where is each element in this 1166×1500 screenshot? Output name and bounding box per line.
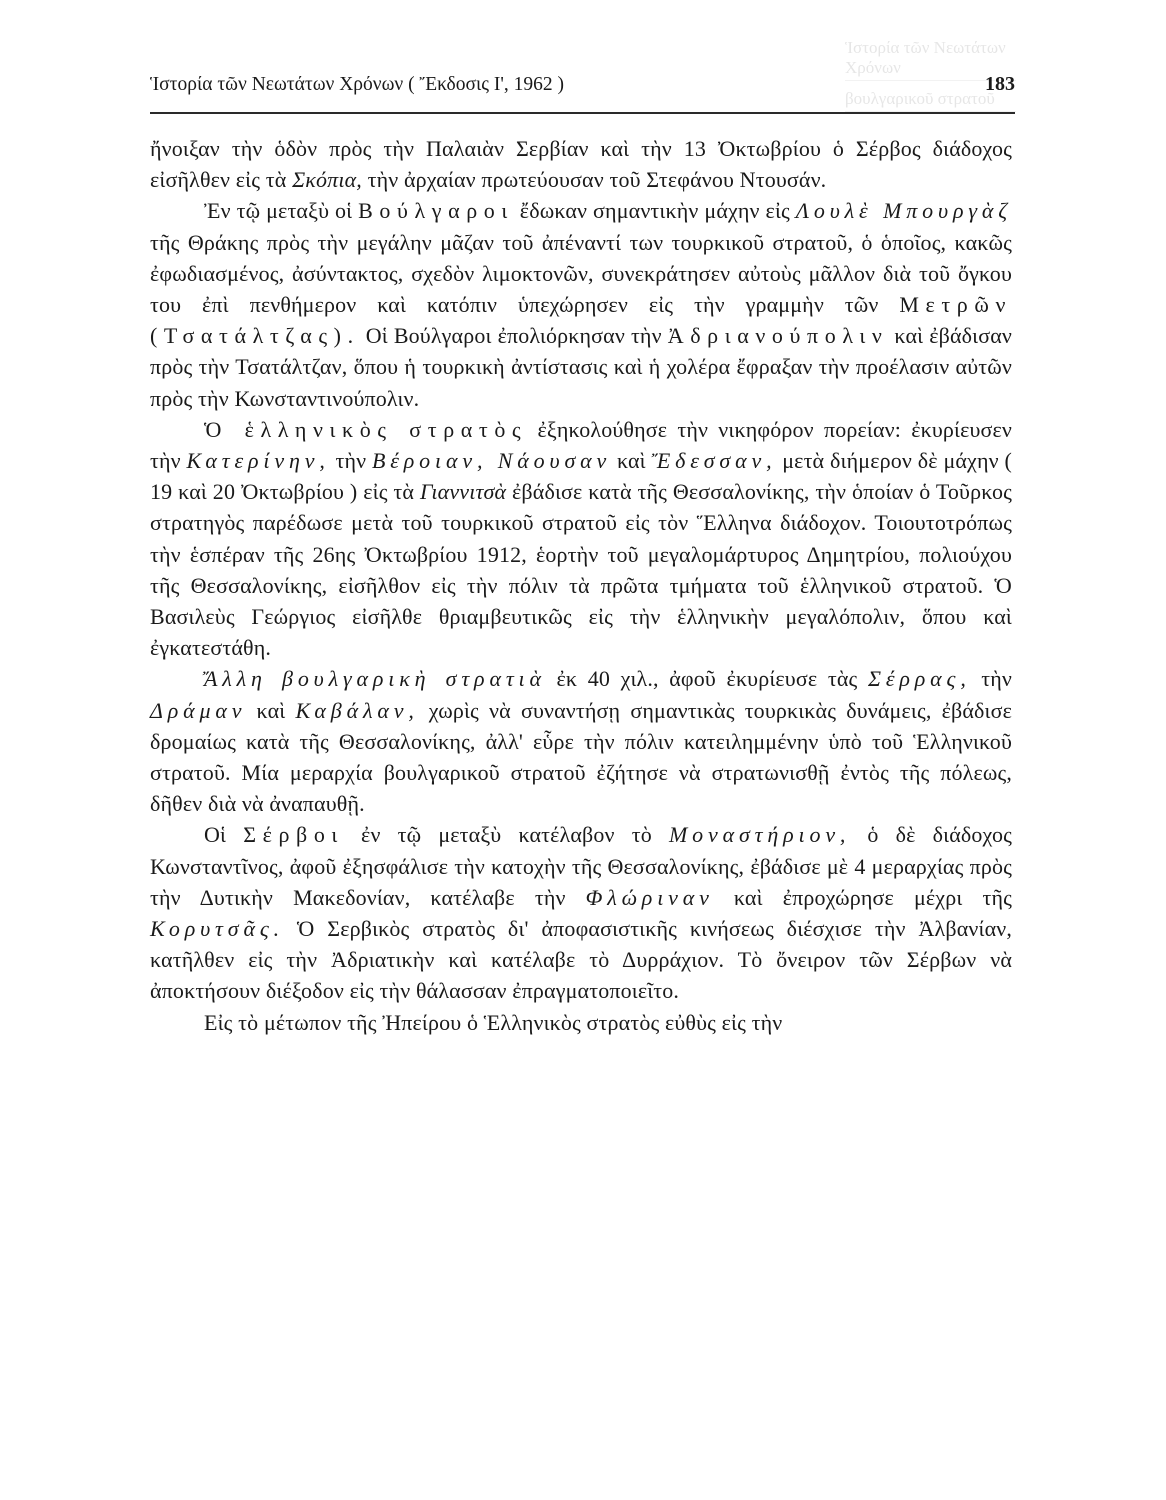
text-run: ἤνοιξαν τὴν ὁδὸν πρὸς τὴν Παλαιὰν Σερβίαν καὶ τὴν 13 Ὀκτωβρίου ὁ Σέρβος διάδοχος εἰσῆλθεν εἰς τὰ	[150, 136, 1012, 193]
text-run: τὴν	[970, 666, 1012, 692]
emphasized-term: Ἀδριανούπολιν	[667, 323, 889, 349]
text-run: τὴν ἀρχαίαν πρωτεύουσαν τοῦ Στεφάνου Ντουσάν.	[361, 167, 827, 193]
emphasized-term: Μετρῶν (Τσατάλτζας).	[150, 292, 1012, 349]
emphasized-term: Ἄλλη βουλγαρικὴ στρατιὰ	[204, 666, 546, 692]
paragraph	[150, 133, 1012, 195]
text-run: καὶ ἐβάδισαν πρὸς τὴν Τσατάλτζαν, ὅπου ἡ τουρκικὴ ἀντίστασις καὶ ἡ χολέρα ἔφραξαν τὴν προέλασιν αὐτῶν πρὸς τὴν Κωνσταντινούπολιν.	[150, 323, 1012, 411]
emphasized-term: Ἔδεσσαν,	[651, 448, 777, 474]
running-title: Ἱστορία τῶν Νεωτάτων Χρόνων ( Ἔκδοσις Ι', 1962 )	[150, 74, 564, 95]
text-run: μετὰ διήμερον δὲ μάχην ( 19 καὶ 20 Ὀκτωβρίου ) εἰς τὰ	[150, 448, 1012, 505]
emphasized-term: Κορυτσᾶς.	[150, 916, 284, 942]
emphasized-term: Βούλγαροι	[358, 198, 514, 224]
emphasized-term: Σέρβοι	[243, 822, 344, 848]
text-run: ἐξηκολούθησε τὴν νικηφόρον πορείαν: ἐκυρίευσεν τὴν	[150, 416, 1012, 474]
text-run: χωρὶς νὰ συναντήσῃ σημαντικὰς τουρκικὰς δυνάμεις, ἐβάδισε δρομαίως κατὰ τῆς Θεσσαλονίκης, ἀλλ' εὗρε τὴν πόλιν κατειλημμένην ὑπὸ τοῦ Ἑλληνικοῦ στρατοῦ. Μία μεραρχία βουλγαρικοῦ στρατοῦ ἐζήτησε νὰ στρατωνισθῇ ἐντὸς τῆς πόλεως, δῆθεν διὰ νὰ ἀναπαυθῇ.	[150, 697, 1012, 817]
text-run: καὶ	[246, 697, 296, 723]
paragraph	[150, 195, 1012, 413]
paragraph	[150, 414, 1012, 664]
text-run: Ἐν τῷ μεταξὺ οἱ	[204, 198, 359, 224]
emphasized-term: Λουλὲ Μπουργὰζ	[795, 198, 1012, 224]
paragraph	[150, 663, 1012, 819]
emphasized-term: Κατερίνην,	[186, 448, 330, 474]
ghost-line: Ἱστορία τῶν Νεωτάτων Χρόνων	[845, 38, 1016, 81]
emphasized-term: Δράμαν	[150, 697, 247, 723]
page-body	[150, 133, 1012, 1038]
text-run: καὶ ἐπροχώρησε μέχρι τῆς	[713, 884, 1012, 910]
text-run: ἐβάδισε κατὰ τῆς Θεσσαλονίκης, τὴν ὁποίαν ὁ Τοῦρκος στρατηγὸς παρέδωσε μετὰ τοῦ τουρκικοῦ στρατοῦ εἰς τὸν Ἕλληνα διάδοχον. Τοιουτοτρόπως τὴν ἑσπέραν τῆς 26ης Ὀκτωβρίου 1912, ἑορτὴν τοῦ μεγαλομάρτυρος Δημητρίου, πολιούχου τῆς Θεσσαλονίκης, εἰσῆλθον εἰς τὴν πόλιν τὰ πρῶτα τμήματα τοῦ ἑλληνικοῦ στρατοῦ. Ὁ Βασιλεὺς Γεώργιος εἰσῆλθε θριαμβευτικῶς εἰς τὴν ἑλληνικὴν μεγαλόπολιν, ὅπου καὶ ἐγκατεστάθη.	[150, 479, 1012, 661]
emphasized-term: Γιαννιτσὰ	[419, 479, 507, 505]
text-run: Ὁ Σερβικὸς στρατὸς δι' ἀποφασιστικῆς κινήσεως διέσχισε τὴν Ἀλβανίαν, κατῆλθεν εἰς τὴν Ἀδριατικὴν καὶ κατέλαβε τὸ Δυρράχιον. Τὸ ὄνειρον τῶν Σέρβων νὰ ἀποκτήσουν διέξοδον εἰς τὴν θάλασσαν ἐπραγματοποιεῖτο.	[150, 916, 1012, 1004]
emphasized-term: Σέρρας,	[867, 666, 971, 692]
text-run: καὶ	[611, 448, 652, 474]
emphasized-term: Καβάλαν,	[295, 697, 419, 723]
paragraph	[150, 819, 1012, 1006]
emphasized-term: Βέροιαν, Νάουσαν	[372, 448, 612, 474]
emphasized-term: Φλώριναν	[585, 884, 714, 910]
text-run: ἐκ 40 χιλ., ἀφοῦ ἐκυρίευσε τὰς	[545, 666, 868, 692]
text-run: Οἱ Βούλγαροι ἐπολιόρκησαν τὴν	[359, 323, 668, 349]
text-run: Οἱ	[204, 822, 244, 848]
page-number: 183	[985, 73, 1015, 95]
emphasized-term: Σκόπια,	[292, 167, 362, 193]
text-run: τὴν	[329, 448, 372, 474]
running-header	[150, 73, 1015, 96]
text-run: ἔδωκαν σημαντικὴν μάχην εἰς	[513, 198, 796, 224]
text-run: Εἰς τὸ μέτωπον τῆς Ἠπείρου ὁ Ἑλληνικὸς στρατὸς εὐθὺς εἰς τὴν	[204, 1009, 783, 1035]
emphasized-term: Ὁ ἑλληνικὸς στρατὸς	[204, 416, 528, 442]
text-run: ἐν τῷ μεταξὺ κατέλαβον τὸ	[343, 822, 669, 848]
emphasized-term: Μοναστήριον,	[668, 822, 851, 848]
paragraph	[150, 1007, 1012, 1038]
header-rule	[150, 112, 1015, 114]
ghost-line: βουλγαρικοῦ στρατοῦ	[845, 89, 1016, 112]
text-run: ὁ δὲ διάδοχος Κωνσταντῖνος, ἀφοῦ ἐξησφάλισε τὴν κατοχὴν τῆς Θεσσαλονίκης, ἐβάδισε μὲ 4 μεραρχίας πρὸς τὴν Δυτικὴν Μακεδονίαν, κατέλαβε τὴν	[150, 822, 1012, 910]
text-run: τῆς Θράκης πρὸς τὴν μεγάλην μᾶζαν τοῦ ἀπέναντί των τουρκικοῦ στρατοῦ, ὁ ὁποῖος, κακῶς ἐφωδιασμένος, ἀσύντακτος, σχεδὸν λιμοκτονῶν, συνεκράτησεν αὐτοὺς μᾶλλον διὰ τοῦ ὄγκου του ἐπὶ πενθήμερον καὶ κατόπιν ὑπεχώρησεν εἰς τὴν γραμμὴν τῶν	[150, 229, 1012, 318]
